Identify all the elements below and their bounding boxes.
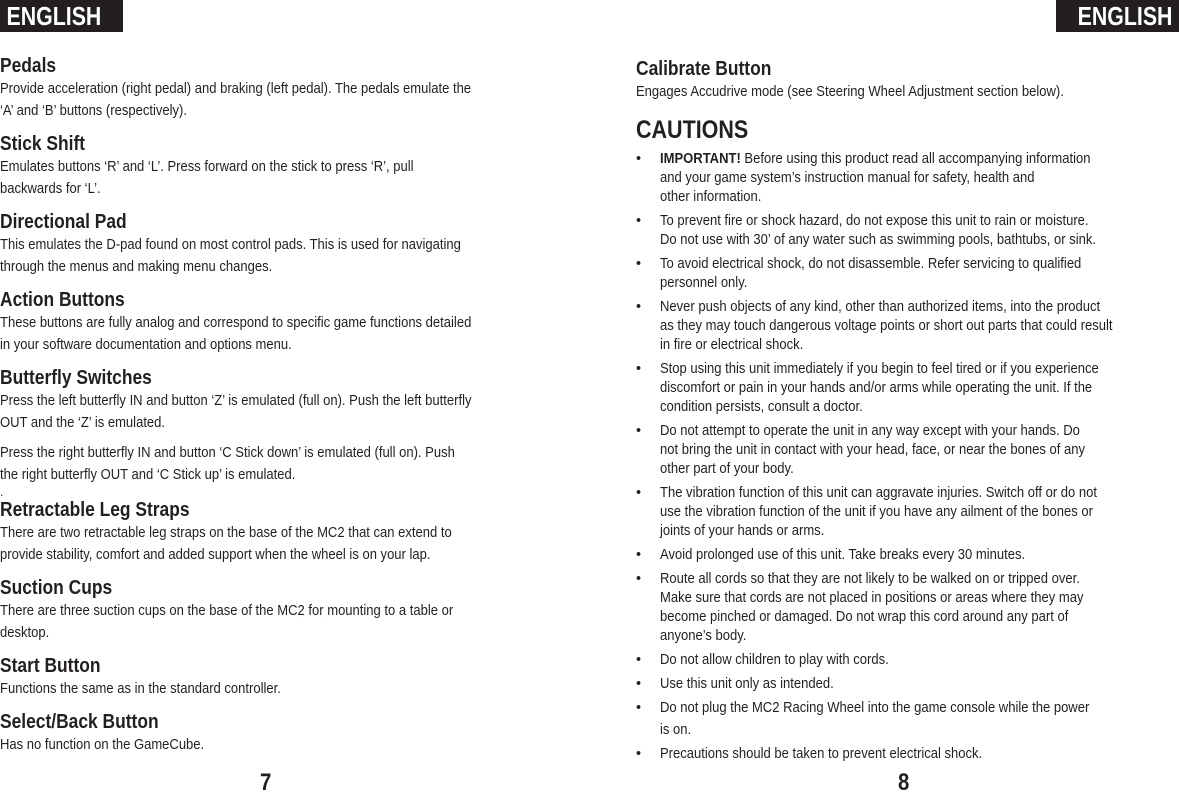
section-heading: Start Button (0, 655, 101, 677)
section-heading: Suction Cups (0, 577, 113, 599)
section-heading: Retractable Leg Straps (0, 499, 190, 521)
bullet-icon: • (636, 746, 642, 762)
caution-item: • Avoid prolonged use of this unit. Take breaks every 30 minutes. (636, 547, 1026, 563)
bullet-icon: • (636, 485, 642, 501)
section-heading: Action Buttons (0, 289, 125, 311)
bullet-icon: • (636, 213, 642, 229)
section-suction-cups (0, 576, 560, 644)
section-body: Emulates buttons ‘R’ and ‘L’. Press forward on the stick to press ‘R’, pull backwards for ‘L’. (0, 159, 414, 197)
bullet-icon: • (636, 423, 642, 439)
language-tab-left: ENGLISH (0, 0, 123, 32)
bullet-icon: • (636, 299, 642, 315)
bullet-icon: • (636, 256, 642, 272)
page-number-left: 7 (260, 769, 272, 796)
caution-item: • Use this unit only as intended. (636, 676, 834, 692)
right-column (636, 57, 1179, 769)
section-heading: Select/Back Button (0, 711, 159, 733)
section-body: There are three suction cups on the base of the MC2 for mounting to a table or desktop. (0, 603, 454, 641)
section-directional-pad (0, 210, 560, 278)
section-calibrate-button (636, 57, 1179, 103)
caution-item: • To avoid electrical shock, do not disassemble. Refer servicing to qualified personnel only. (636, 256, 1082, 291)
caution-item: • IMPORTANT! Before using this product read all accompanying information and your game system’s instruction manual for safety, health and other information. (636, 151, 1091, 205)
caution-item: • The vibration function of this unit can aggravate injuries. Switch off or do not use the vibration function of the unit if you have any ailment of the bones or joints of your hands or arms. (636, 485, 1098, 539)
section-heading: Butterfly Switches (0, 367, 152, 389)
caution-item: • Do not attempt to operate the unit in any way except with your hands. Do not bring the unit in contact with your head, face, or near the bones of any other part of your body. (636, 423, 1085, 477)
caution-item: • Never push objects of any kind, other than authorized items, into the product as they may touch dangerous voltage points or short out parts that could result in fire or electrical shock. (636, 299, 1113, 353)
caution-item: • Do not allow children to play with cords. (636, 652, 889, 668)
section-body: Press the right butterfly IN and button ‘C Stick down’ is emulated (full on). Push the right butterfly OUT and ‘C Stick up’ is emulated. (0, 445, 455, 483)
bullet-icon: • (636, 676, 642, 692)
section-butterfly-switches (0, 366, 560, 498)
bullet-icon: • (636, 652, 642, 668)
section-body: Functions the same as in the standard controller. (0, 681, 281, 697)
caution-item: • To prevent fire or shock hazard, do not expose this unit to rain or moisture. Do not use with 30’ of any water such as swimming pools, bathtubs, or sink. (636, 213, 1097, 248)
bullet-icon: • (636, 361, 642, 377)
section-pedals (0, 54, 560, 122)
section-stick-shift (0, 132, 560, 200)
section-body: Engages Accudrive mode (see Steering Wheel Adjustment section below). (636, 84, 1064, 100)
cautions-list (636, 150, 1179, 764)
section-body: Has no function on the GameCube. (0, 737, 205, 753)
bullet-icon: • (636, 547, 642, 563)
caution-item: • Do not plug the MC2 Racing Wheel into the game console while the power is on. (636, 700, 1090, 738)
language-tab-right: ENGLISH (1056, 0, 1179, 32)
section-heading: Calibrate Button (636, 58, 772, 80)
cautions-title: CAUTIONS (636, 116, 749, 144)
caution-item: • Route all cords so that they are not likely to be walked on or tripped over. Make sure that cords are not placed in positions or areas where they may become pinched or damaged. Do not wrap this cord around any part of anyone’s body. (636, 571, 1084, 644)
section-heading: Stick Shift (0, 133, 86, 155)
section-action-buttons (0, 288, 560, 356)
left-column (0, 54, 560, 766)
stray-period: . (0, 485, 4, 499)
section-body: Press the left butterfly IN and button ‘Z’ is emulated (full on). Push the left butterfly OUT and the ‘Z’ is emulated. (0, 393, 472, 431)
section-body: These buttons are fully analog and correspond to specific game functions detailed in your software documentation and options menu. (0, 315, 472, 353)
section-body: Provide acceleration (right pedal) and braking (left pedal). The pedals emulate the ‘A’ and ‘B’ buttons (respectively). (0, 81, 472, 119)
section-body: This emulates the D-pad found on most control pads. This is used for navigating through the menus and making menu changes. (0, 237, 461, 275)
section-start-button (0, 654, 560, 700)
caution-item: • Stop using this unit immediately if you begin to feel tired or if you experience discomfort or pain in your hands and/or arms while operating the unit. If the condition persists, consult a doctor. (636, 361, 1099, 415)
bullet-icon: • (636, 151, 642, 167)
bullet-icon: • (636, 571, 642, 587)
section-heading: Pedals (0, 55, 57, 77)
section-body: There are two retractable leg straps on the base of the MC2 that can extend to provide stability, comfort and added support when the wheel is on your lap. (0, 525, 452, 563)
section-select-back-button (0, 710, 560, 756)
caution-item: • Precautions should be taken to prevent electrical shock. (636, 746, 983, 762)
bullet-icon: • (636, 700, 642, 716)
page-number-right: 8 (898, 769, 910, 796)
section-leg-straps (0, 498, 560, 566)
section-heading: Directional Pad (0, 211, 127, 233)
important-label: IMPORTANT! (660, 151, 741, 167)
